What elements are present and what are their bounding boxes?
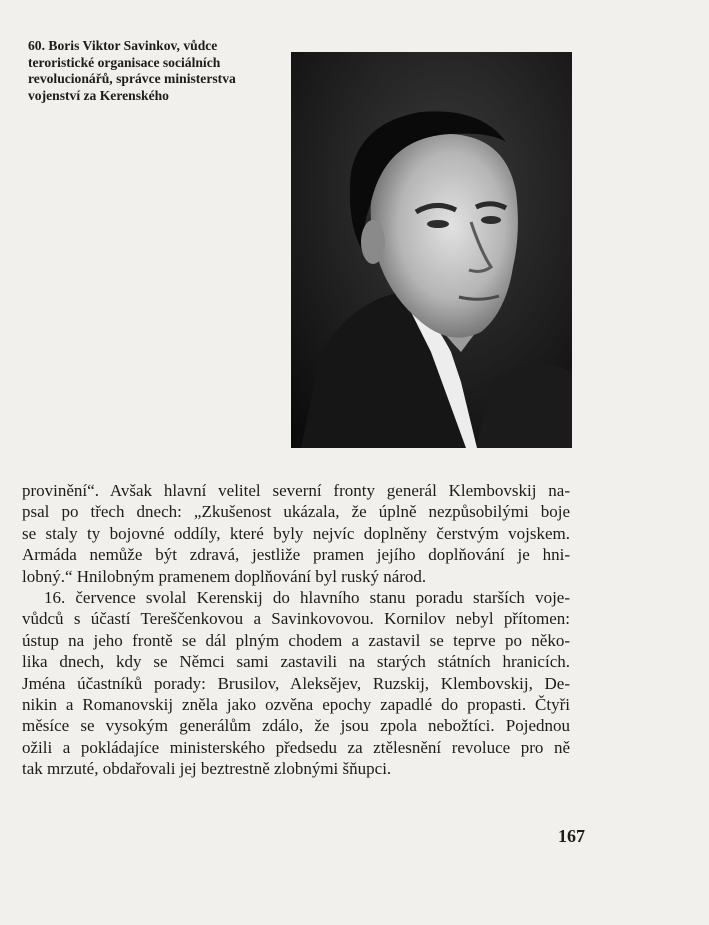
text-line: ústup na jeho frontě se dál plným chodem a zastavil se teprve po něko- — [22, 630, 570, 650]
text-line: 16. července svolal Kerenskij do hlavního stanu poradu starších voje- — [44, 588, 570, 608]
text-line: provinění“. Avšak hlavní velitel severní fronty generál Klembovskij na- — [22, 481, 570, 500]
text-line: nikin a Romanovskij zněla jako ozvěna epochy zapadlé do propasti. Čtyři — [22, 695, 570, 715]
text-line: psal po třech dnech: „Zkušenost ukázala, že úplně nezpůsobilými boje — [22, 502, 570, 522]
text-line: ožili a pokládajíce ministerského předsedu za ztělesnění revoluce pro ně — [22, 737, 570, 757]
text-line: se staly ty bojovné oddíly, které byly nejvíc doplněny čerstvým vojskem. — [22, 523, 570, 543]
text-line: vůdců s účastí Tereščenkovou a Savinkovovou. Kornilov nebyl přítomen: — [22, 609, 570, 629]
figure-caption — [28, 38, 290, 104]
text-line: měsíce se vysokým generálům zdálo, že jsou zpola nebožtíci. Pojednou — [22, 716, 570, 736]
caption-line: vojenství za Kerenského — [28, 87, 169, 103]
text-line: Jména účastníků porady: Brusilov, Aleksějev, Ruzskij, Klembovskij, De- — [22, 673, 570, 693]
page-number: 167 — [558, 826, 585, 846]
text-line: tak mrzuté, obdařovali jej beztrestně zlobnými šňupci. — [22, 759, 392, 779]
caption-line: revolucionářů, správce ministerstva — [28, 71, 236, 87]
text-line: lika dnech, kdy se Němci sami zastavili na starých státních hranicích. — [22, 652, 570, 672]
portrait-image — [291, 52, 572, 448]
text-line: lobný.“ Hnilobným pramenem doplňování byl ruský národ. — [22, 566, 427, 586]
caption-line: teroristické organisace sociálních — [28, 54, 221, 70]
portrait-photo — [291, 52, 572, 448]
text-line: Armáda nemůže být zdravá, jestliže pramen jejího doplňování je hni- — [22, 545, 570, 565]
caption-line: 60. Boris Viktor Savinkov, vůdce — [28, 38, 218, 53]
body-text — [22, 480, 570, 780]
